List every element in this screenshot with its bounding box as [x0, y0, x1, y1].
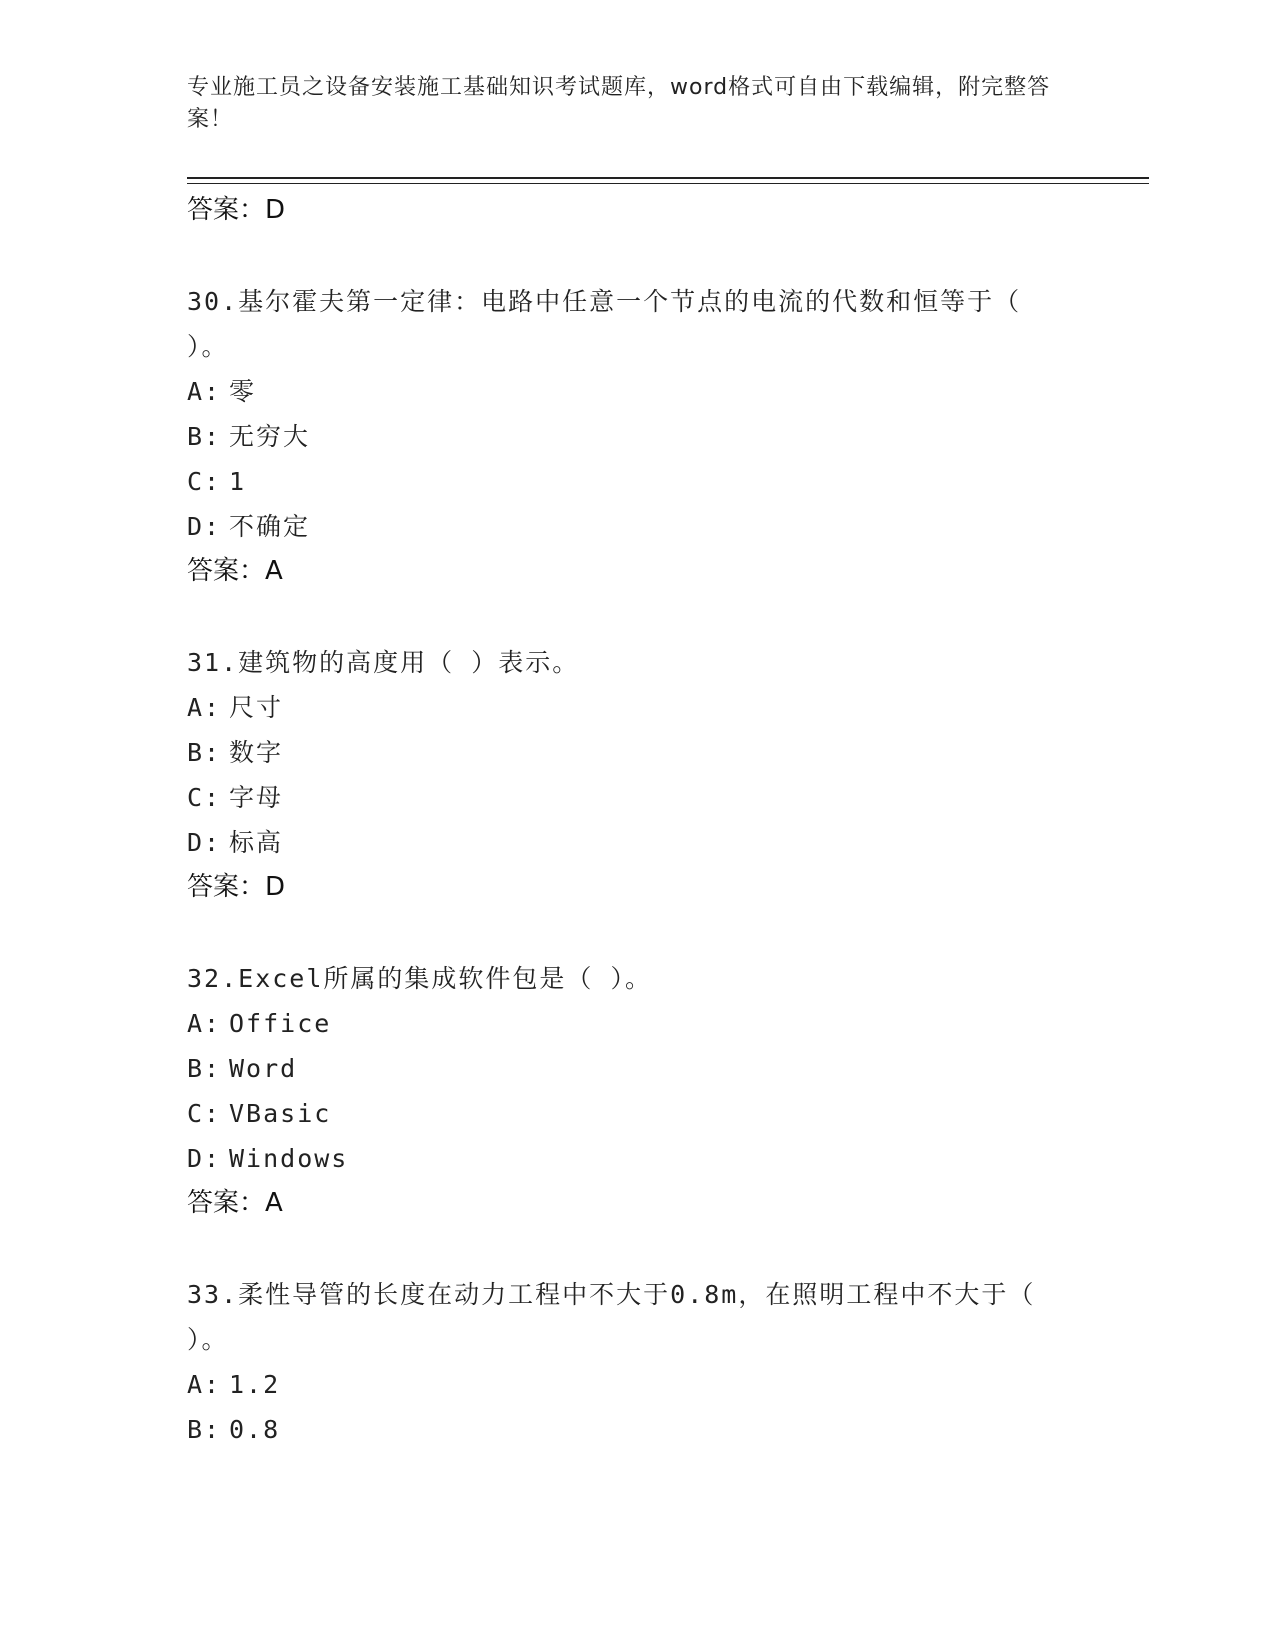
option-key: B: [187, 422, 222, 451]
option-item [187, 1091, 1087, 1136]
option-text: 标高 [229, 828, 284, 857]
question-stem: 33.柔性导管的长度在动力工程中不大于0.8m，在照明工程中不大于（ ）。 [187, 1280, 1036, 1354]
option-key: A: [187, 693, 222, 722]
question-list [187, 188, 1087, 1452]
answer-line: 答案：D [187, 872, 286, 902]
option-key: C: [187, 1099, 222, 1128]
question-item [187, 279, 1087, 594]
page-header: 专业施工员之设备安装施工基础知识考试题库，word格式可自由下载编辑，附完整答案！ [187, 75, 1051, 132]
option-key: B: [187, 738, 222, 767]
option-item [187, 730, 1087, 775]
option-key: A: [187, 377, 222, 406]
question-stem: 30.基尔霍夫第一定律：电路中任意一个节点的电流的代数和恒等于（ ）。 [187, 287, 1022, 361]
option-text: 1.2 [229, 1370, 281, 1399]
option-item [187, 1046, 1087, 1091]
option-key: D: [187, 1144, 222, 1173]
option-item [187, 685, 1087, 730]
option-item [187, 369, 1087, 414]
option-key: A: [187, 1009, 222, 1038]
option-key: B: [187, 1415, 222, 1444]
question-item [187, 640, 1087, 910]
option-text: 不确定 [229, 512, 311, 541]
question-item [187, 956, 1087, 1226]
answer-line: 答案：A [187, 1188, 283, 1218]
answer-line: 答案：A [187, 556, 283, 586]
option-key: D: [187, 828, 222, 857]
option-text: 尺寸 [229, 693, 284, 722]
header-divider-thin [187, 183, 1149, 184]
header-divider [187, 177, 1149, 179]
option-key: C: [187, 783, 222, 812]
option-item [187, 1001, 1087, 1046]
option-item [187, 504, 1087, 549]
option-text: Office [229, 1009, 332, 1038]
question-stem: 32.Excel所属的集成软件包是（ ）。 [187, 964, 652, 993]
option-text: 数字 [229, 738, 284, 767]
option-text: Word [229, 1054, 298, 1083]
question-item [187, 1272, 1087, 1452]
option-item [187, 1362, 1087, 1407]
option-key: A: [187, 1370, 222, 1399]
option-text: VBasic [229, 1099, 332, 1128]
option-text: 0.8 [229, 1415, 281, 1444]
option-item [187, 1407, 1087, 1452]
option-text: 无穷大 [229, 422, 311, 451]
answer-line: 答案：D [187, 195, 286, 225]
option-key: B: [187, 1054, 222, 1083]
option-item [187, 459, 1087, 504]
option-key: C: [187, 467, 222, 496]
option-text: 零 [229, 377, 257, 406]
option-item [187, 1136, 1087, 1181]
option-item [187, 820, 1087, 865]
question-stem: 31.建筑物的高度用（ ）表示。 [187, 648, 580, 677]
option-item [187, 414, 1087, 459]
option-text: 1 [229, 467, 247, 496]
option-item [187, 775, 1087, 820]
option-text: 字母 [229, 783, 284, 812]
option-text: Windows [229, 1144, 349, 1173]
option-key: D: [187, 512, 222, 541]
